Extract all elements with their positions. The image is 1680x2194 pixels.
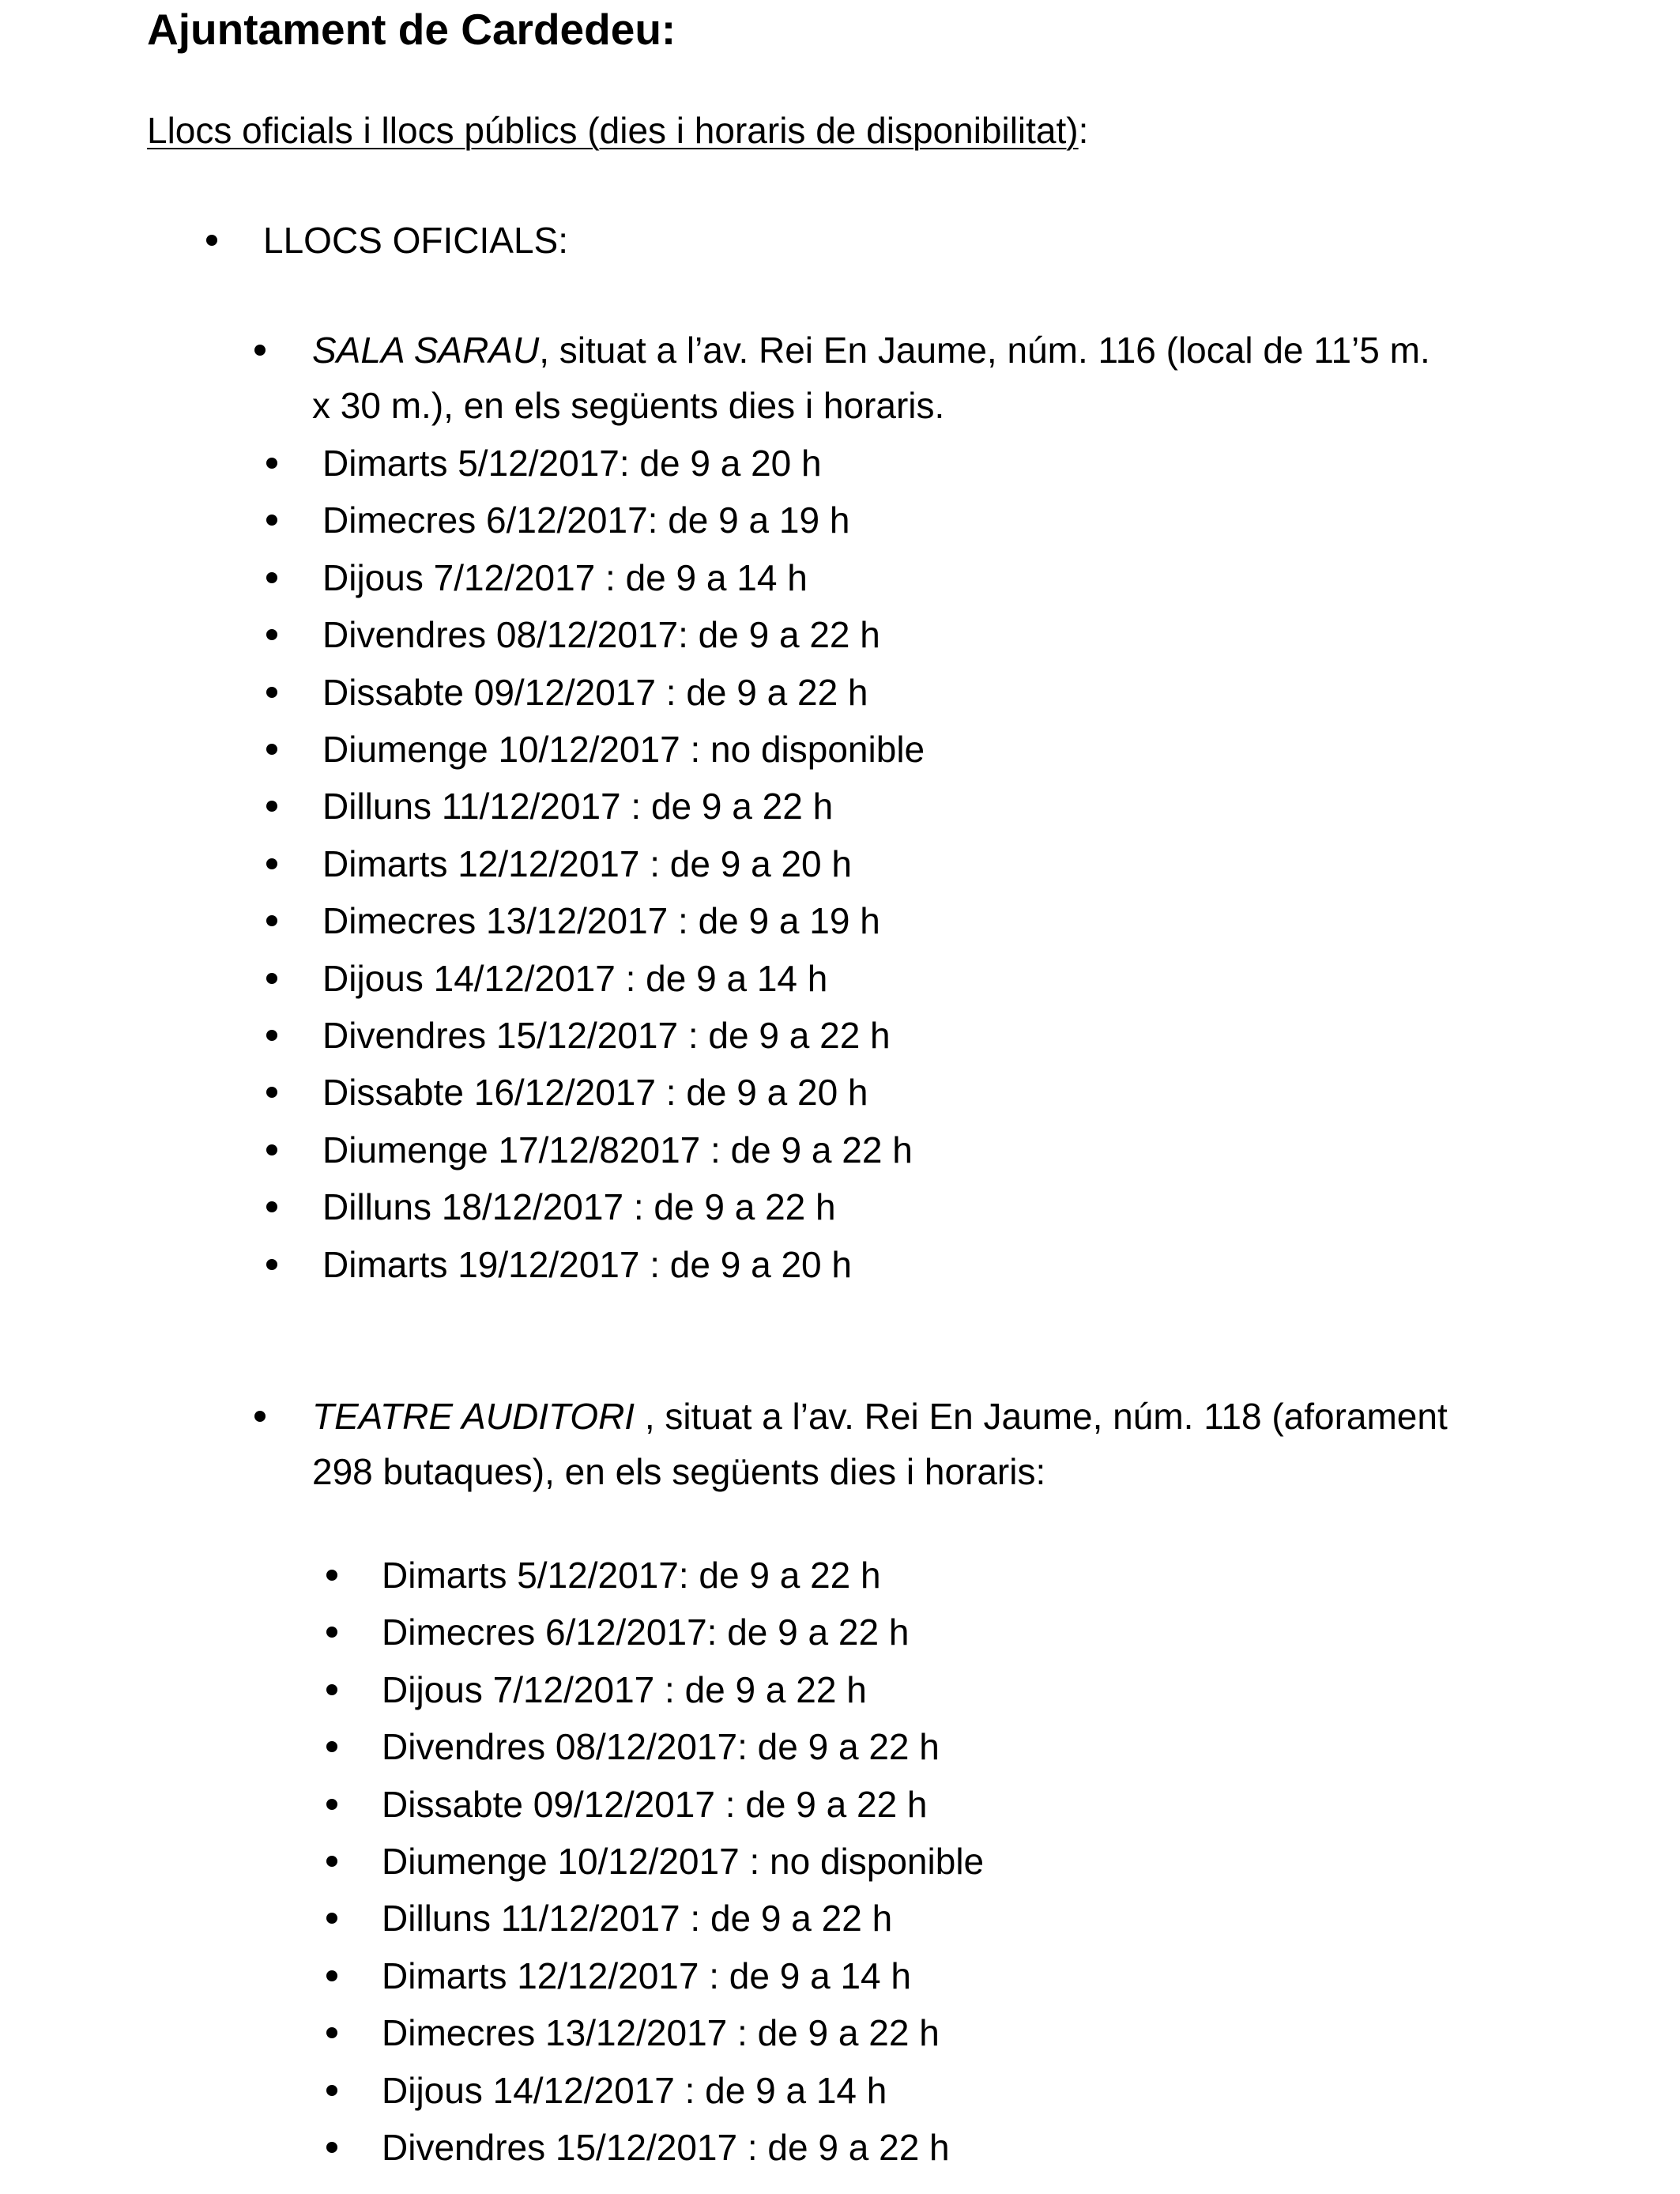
subtitle-underlined: Llocs oficials i llocs públics (dies i horaris de disponibilitat) bbox=[147, 110, 1079, 151]
subtitle bbox=[147, 107, 1088, 154]
schedule-item-text: Dilluns 11/12/2017 : de 9 a 22 h bbox=[322, 786, 834, 827]
schedule-item-text: Dimecres 6/12/2017: de 9 a 19 h bbox=[322, 499, 850, 541]
place-name: TEATRE AUDITORI bbox=[312, 1396, 635, 1437]
page-title: Ajuntament de Cardedeu: bbox=[147, 5, 676, 54]
bullet-icon bbox=[326, 2027, 337, 2038]
schedule-item-text: Divendres 15/12/2017 : de 9 a 22 h bbox=[382, 2127, 950, 2168]
bullet-icon bbox=[266, 915, 277, 926]
bullet-icon bbox=[326, 1684, 337, 1695]
schedule-item-text: Dimecres 13/12/2017 : de 9 a 19 h bbox=[322, 900, 880, 942]
place-desc-line1 bbox=[312, 326, 1430, 374]
bullet-icon bbox=[266, 858, 277, 869]
schedule-item-text: Diumenge 10/12/2017 : no disponible bbox=[382, 1841, 985, 1882]
bullet-icon bbox=[254, 345, 266, 356]
bullet-icon bbox=[266, 687, 277, 698]
schedule-item-text: Dimarts 5/12/2017: de 9 a 20 h bbox=[322, 443, 822, 484]
bullet-icon bbox=[266, 1087, 277, 1098]
place-desc: , situat a l’av. Rei En Jaume, núm. 116 (local de 11’5 m. bbox=[539, 330, 1430, 371]
schedule-item-text: Dimecres 13/12/2017 : de 9 a 22 h bbox=[382, 2012, 940, 2054]
bullet-icon bbox=[326, 1627, 337, 1638]
section-heading: LLOCS OFICIALS: bbox=[263, 220, 569, 261]
bullet-icon bbox=[326, 2142, 337, 2153]
schedule-item-text: Dijous 7/12/2017 : de 9 a 22 h bbox=[382, 1668, 867, 1710]
schedule-item-text: Dissabte 09/12/2017 : de 9 a 22 h bbox=[322, 671, 868, 713]
bullet-icon bbox=[206, 235, 217, 246]
bullet-icon bbox=[266, 629, 277, 640]
bullet-icon bbox=[266, 1201, 277, 1212]
bullet-icon bbox=[326, 1741, 337, 1752]
bullet-icon bbox=[326, 1856, 337, 1867]
bullet-icon bbox=[266, 1259, 277, 1270]
place-desc-line2: 298 butaques), en els següents dies i horaris: bbox=[312, 1451, 1046, 1492]
place-desc: , situat a l’av. Rei En Jaume, núm. 118 (aforament bbox=[635, 1396, 1448, 1437]
schedule-item-text: Dimarts 12/12/2017 : de 9 a 20 h bbox=[322, 843, 852, 884]
schedule-item-text: Dimarts 12/12/2017 : de 9 a 14 h bbox=[382, 1955, 911, 1996]
bullet-icon bbox=[266, 973, 277, 984]
schedule-item-text: Dissabte 16/12/2017 : de 9 a 20 h bbox=[322, 1072, 868, 1114]
bullet-icon bbox=[254, 1411, 266, 1422]
schedule-item-text: Divendres 08/12/2017: de 9 a 22 h bbox=[322, 614, 880, 656]
schedule-item-text: Diumenge 10/12/2017 : no disponible bbox=[322, 729, 925, 770]
place-desc-line1 bbox=[312, 1393, 1448, 1440]
schedule-item-text: Dijous 14/12/2017 : de 9 a 14 h bbox=[382, 2069, 887, 2111]
bullet-icon bbox=[266, 1144, 277, 1155]
schedule-item-text: Dimecres 6/12/2017: de 9 a 22 h bbox=[382, 1612, 910, 1653]
bullet-icon bbox=[266, 572, 277, 583]
bullet-icon bbox=[266, 801, 277, 812]
bullet-icon bbox=[266, 515, 277, 526]
schedule-item-text: Dijous 7/12/2017 : de 9 a 14 h bbox=[322, 556, 808, 598]
subtitle-suffix: : bbox=[1078, 110, 1089, 151]
schedule-item-text: Divendres 08/12/2017: de 9 a 22 h bbox=[382, 1726, 940, 1768]
bullet-icon bbox=[326, 1913, 337, 1924]
schedule-item-text: Diumenge 17/12/82017 : de 9 a 22 h bbox=[322, 1129, 913, 1171]
schedule-item-text: Dijous 14/12/2017 : de 9 a 14 h bbox=[322, 957, 828, 999]
schedule-item-text: Dissabte 09/12/2017 : de 9 a 22 h bbox=[382, 1783, 928, 1825]
schedule-item-text: Dimarts 5/12/2017: de 9 a 22 h bbox=[382, 1555, 881, 1596]
place-desc-line2: x 30 m.), en els següents dies i horaris. bbox=[312, 385, 945, 426]
bullet-icon bbox=[266, 458, 277, 469]
bullet-icon bbox=[326, 2085, 337, 2096]
bullet-icon bbox=[266, 744, 277, 755]
bullet-icon bbox=[326, 1970, 337, 1981]
schedule-item-text: Dilluns 18/12/2017 : de 9 a 22 h bbox=[322, 1186, 836, 1228]
schedule-item-text: Dimarts 19/12/2017 : de 9 a 20 h bbox=[322, 1243, 852, 1285]
schedule-item-text: Divendres 15/12/2017 : de 9 a 22 h bbox=[322, 1015, 891, 1056]
bullet-icon bbox=[266, 1030, 277, 1041]
bullet-icon bbox=[326, 1570, 337, 1581]
bullet-icon bbox=[326, 1799, 337, 1810]
place-name: SALA SARAU bbox=[312, 330, 540, 371]
schedule-item-text: Dilluns 11/12/2017 : de 9 a 22 h bbox=[382, 1898, 893, 1940]
